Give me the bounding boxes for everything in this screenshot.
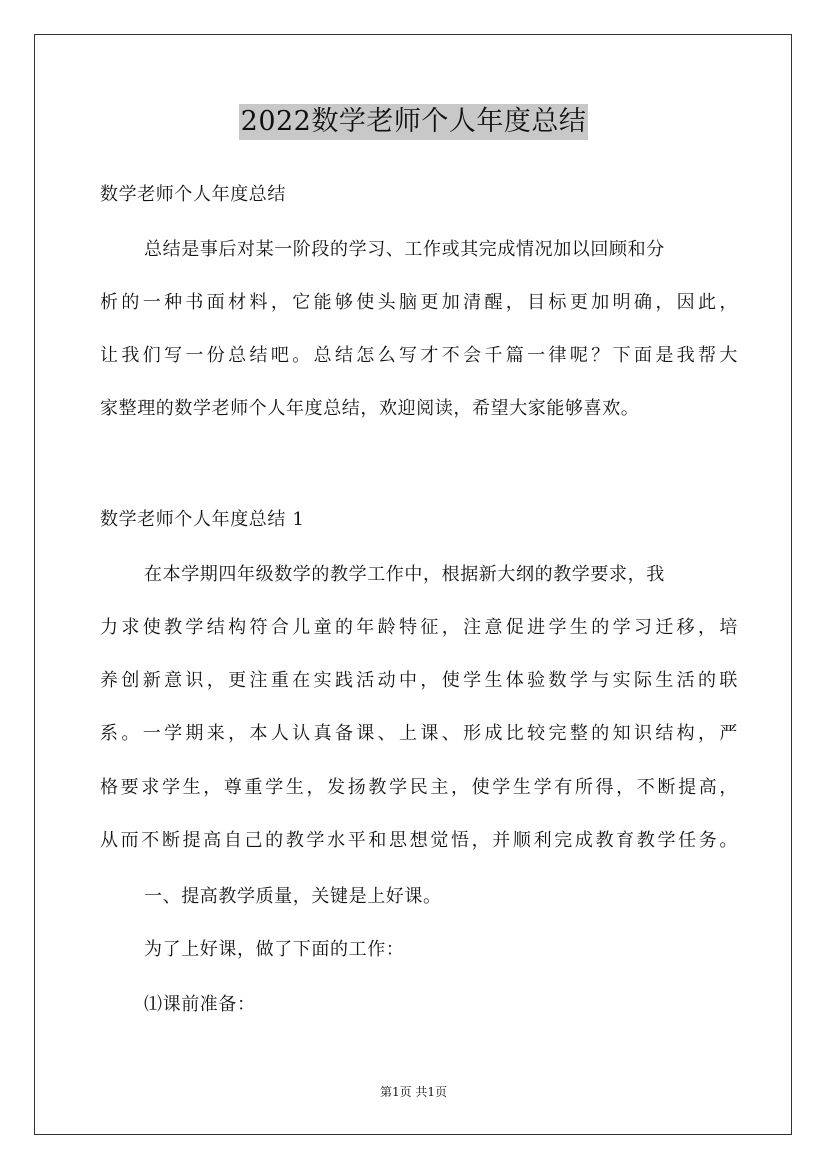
paragraph-line: 养创新意识，更注重在实践活动中，使学生体验数学与实际生活的联 [100,670,738,691]
paragraph-line: 力求使教学结构符合儿童的年龄特征，注意促进学生的学习迁移，培 [100,617,738,638]
section-heading: 数学老师个人年度总结 [100,184,286,205]
section-heading: 数学老师个人年度总结 1 [100,509,305,530]
page-footer: 第1页 共1页 [379,1085,448,1099]
paragraph-line: 家整理的数学老师个人年度总结，欢迎阅读，希望大家能够喜欢。 [100,398,640,419]
paragraph-line: 为了上好课，做了下面的工作： [144,939,405,960]
paragraph-line: 系。一学期来，本人认真备课、上课、形成比较完整的知识结构，严 [100,723,738,744]
paragraph-line: 析的一种书面材料，它能够使头脑更加清醒，目标更加明确，因此， [100,292,738,313]
paragraph-line: 总结是事后对某一阶段的学习、工作或其完成情况加以回顾和分 [144,239,665,260]
paragraph-line: 从而不断提高自己的教学水平和思想觉悟，并顺利完成教育教学任务。 [100,830,738,851]
paragraph-line: 让我们写一份总结吧。总结怎么写才不会千篇一律呢？下面是我帮大 [100,345,738,366]
paragraph-line: 格要求学生，尊重学生，发扬教学民主，使学生学有所得，不断提高， [100,777,738,798]
title-container [0,104,827,140]
list-heading: 一、提高教学质量，关键是上好课。 [144,886,442,907]
document-title: 2022数学老师个人年度总结 [239,104,589,140]
paragraph-line: 在本学期四年级数学的教学工作中，根据新大纲的教学要求，我 [144,564,665,585]
list-item: ⑴课前准备： [144,994,256,1015]
